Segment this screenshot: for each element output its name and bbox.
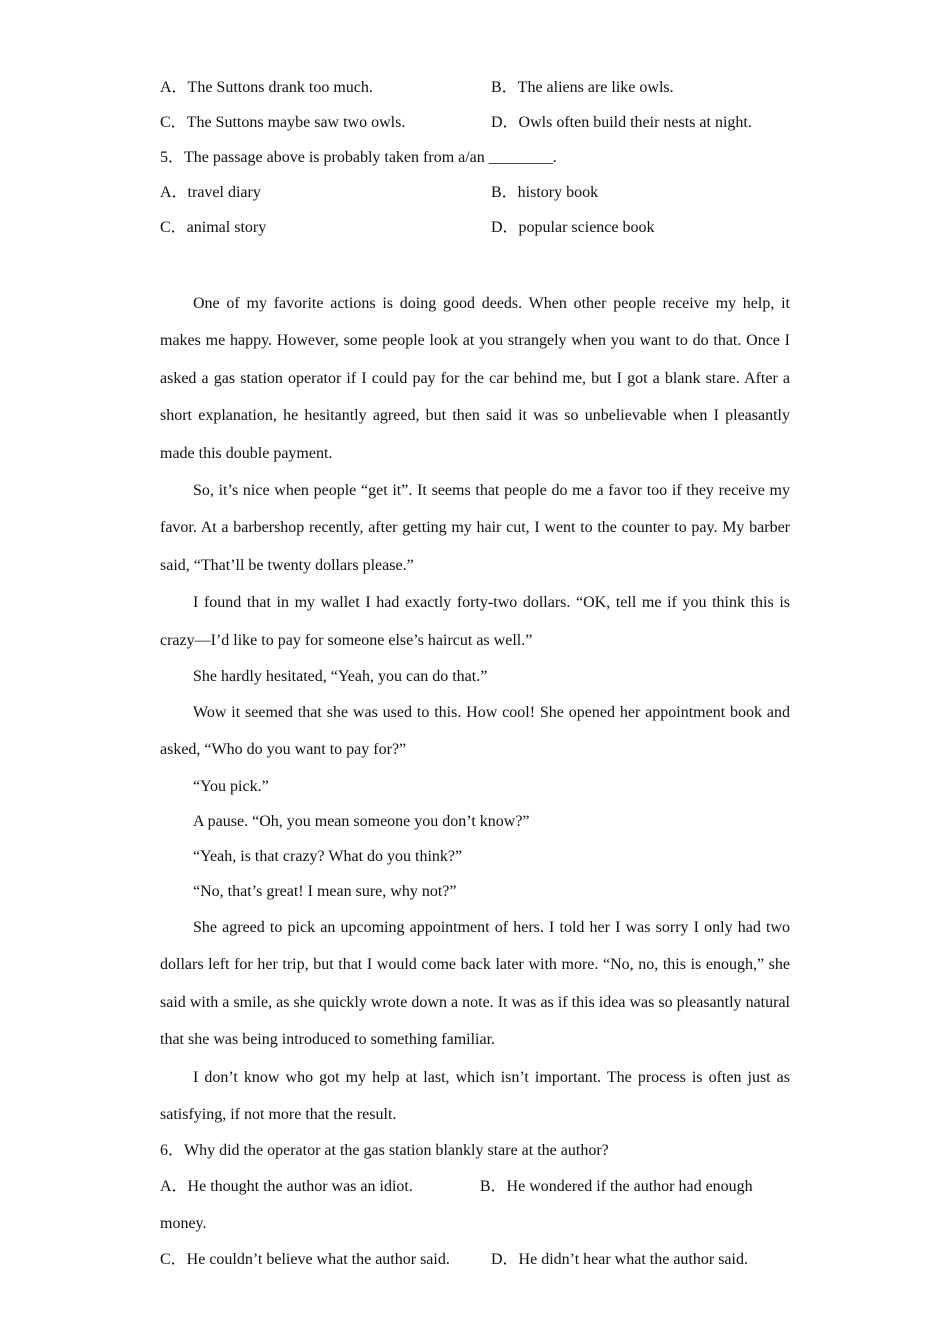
passage-paragraph-4: She hardly hesitated, “Yeah, you can do that.” [193, 668, 488, 686]
passage-paragraph-10: She agreed to pick an upcoming appointment of hers. I told her I was sorry I only had two dollars left for her trip, but that I would come back later with more. “No, no, this is enough,” she said with a smile, as she quickly wrote down a note. It was as if this idea was so pleasantly natural that she was being introduced to something familiar. [160, 918, 790, 1049]
q4-option-c: C．The Suttons maybe saw two owls. [160, 114, 406, 131]
q5-options-row-2 [160, 210, 790, 245]
q4-options-row-2 [160, 105, 790, 140]
q5-options-row-1 [160, 175, 790, 210]
q6-option-c: C．He couldn’t believe what the author said. [160, 1251, 450, 1269]
q5-stem: 5．The passage above is probably taken from a/an ________. [160, 149, 557, 166]
document-page [160, 70, 790, 1277]
q4-option-d: D．Owls often build their nests at night. [491, 114, 752, 131]
q5-option-c: C．animal story [160, 219, 267, 236]
q6-option-b: B．He wondered if the author had enough money. [160, 1178, 753, 1233]
passage-paragraph-2: So, it’s nice when people “get it”. It seems that people do me a favor too if they receive my favor. At a barbershop recently, after getting my hair cut, I went to the counter to pay. My barber said, “That’ll be twenty dollars please.” [160, 482, 790, 574]
passage-paragraph-5: Wow it seemed that she was used to this. How cool! She opened her appointment book and asked, “Who do you want to pay for?” [160, 704, 790, 759]
passage-paragraph-8: “Yeah, is that crazy? What do you think?” [193, 847, 463, 865]
q5-option-d: D．popular science book [491, 219, 655, 236]
q5-option-b: B．history book [491, 184, 599, 201]
q6-option-a: A．He thought the author was an idiot. [160, 1178, 413, 1196]
q4-option-b: B．The aliens are like owls. [491, 79, 674, 96]
q6-options-row-1 [160, 1168, 790, 1242]
passage-paragraph-9: “No, that’s great! I mean sure, why not?” [193, 882, 457, 900]
q6-option-d: D．He didn’t hear what the author said. [491, 1251, 748, 1269]
q4-options-row-1 [160, 70, 790, 105]
passage-paragraph-3: I found that in my wallet I had exactly forty-two dollars. “OK, tell me if you think this is crazy—I’d like to pay for someone else’s haircut as well.” [160, 594, 790, 649]
q4-option-a: A．The Suttons drank too much. [160, 79, 373, 96]
q6-stem: 6．Why did the operator at the gas station blankly stare at the author? [160, 1142, 609, 1160]
passage-paragraph-6: “You pick.” [193, 777, 269, 795]
passage-paragraph-11: I don’t know who got my help at last, which isn’t important. The process is often just as satisfying, if not more that the result. [160, 1068, 790, 1123]
passage-paragraph-1: One of my favorite actions is doing good deeds. When other people receive my help, it makes me happy. However, some people look at you strangely when you want to do that. Once I asked a gas station operator if I could pay for the car behind me, but I got a blank stare. After a short explanation, he hesitantly agreed, but then said it was so unbelievable when I pleasantly made this double payment. [160, 295, 790, 462]
q5-option-a: A．travel diary [160, 184, 261, 201]
q6-options-row-2 [160, 1242, 790, 1277]
passage-paragraph-7: A pause. “Oh, you mean someone you don’t know?” [193, 812, 530, 830]
